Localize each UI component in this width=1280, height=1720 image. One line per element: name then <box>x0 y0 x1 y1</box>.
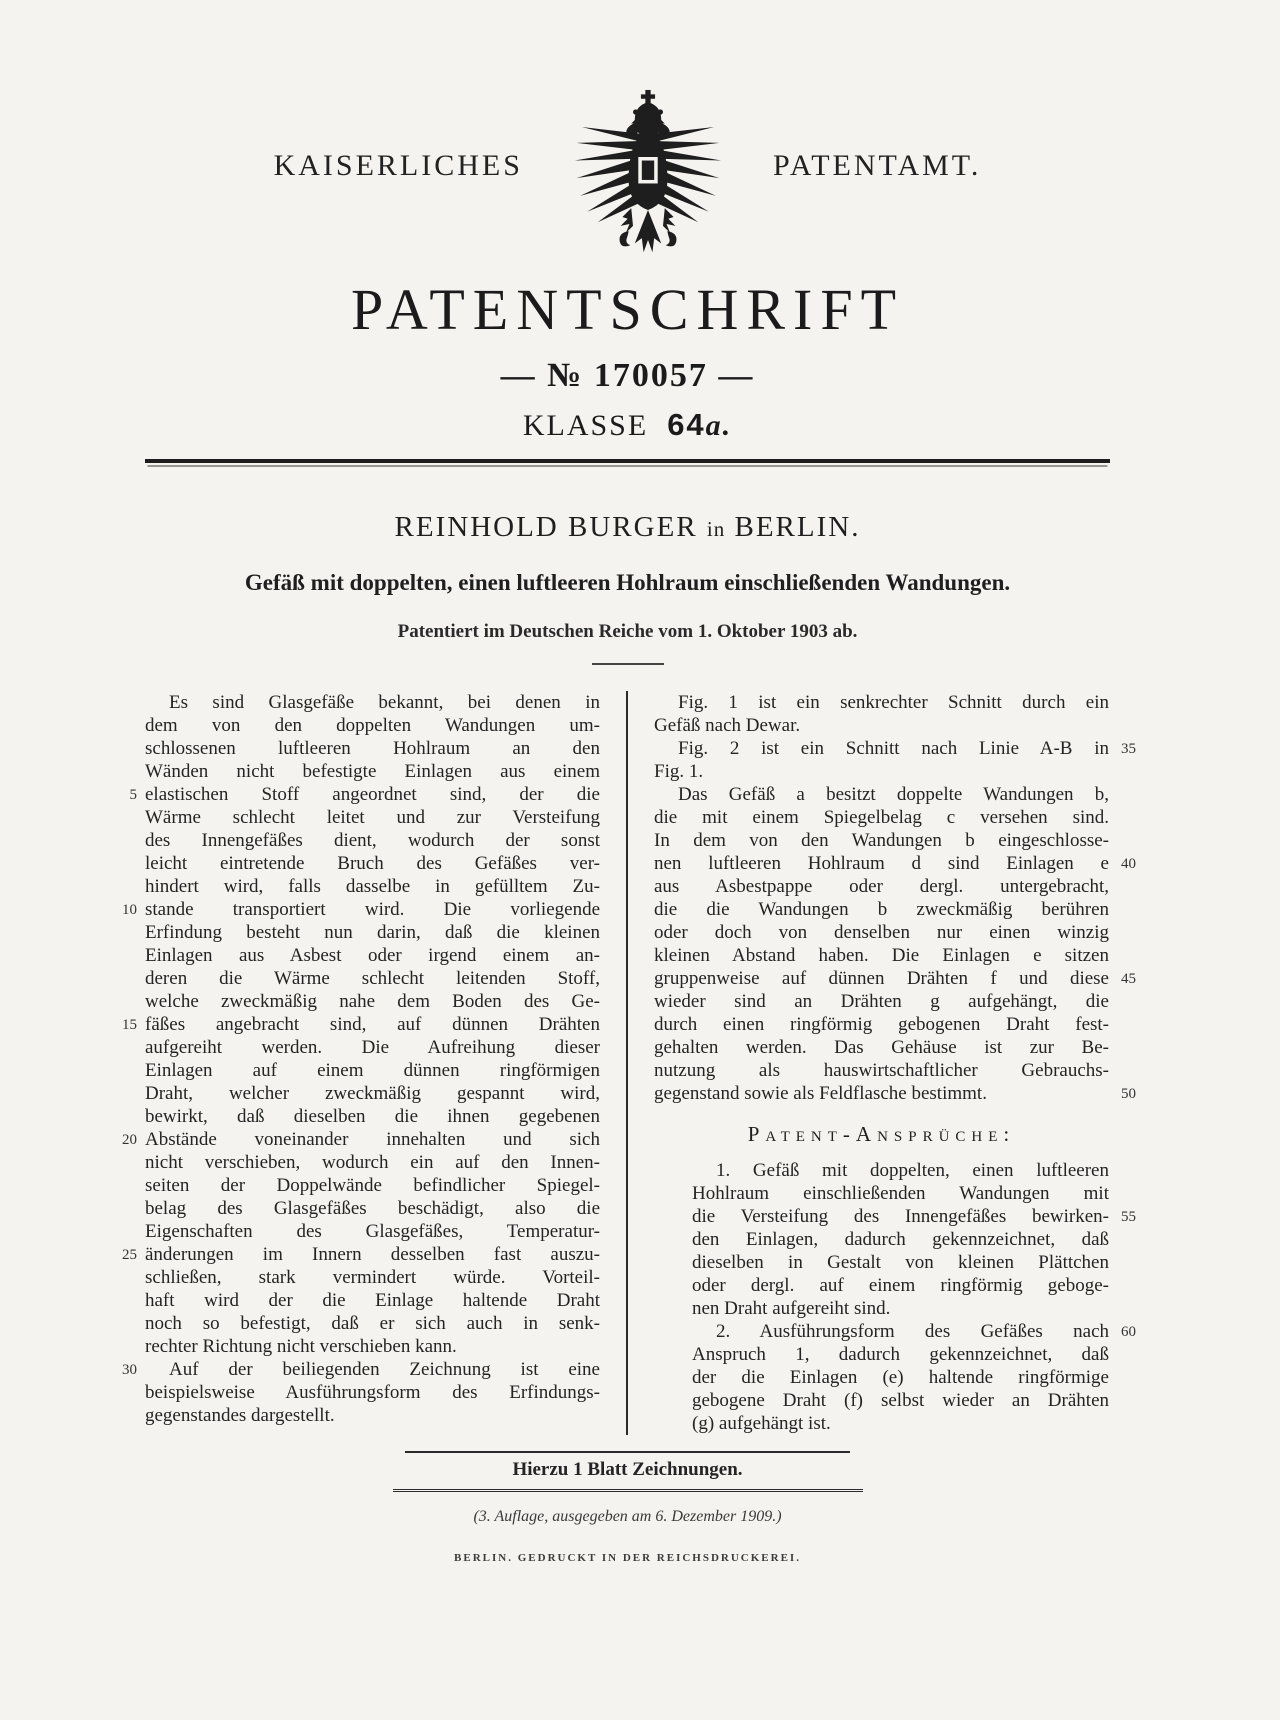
text-line: oder dergl. auf einem ringförmig geboge- <box>692 1275 1109 1296</box>
claims-heading: Patent-Ansprüche: <box>747 1122 1016 1146</box>
line-number: 5 <box>129 787 137 803</box>
text-line: Wänden nicht befestigte Einlagen aus einem <box>145 761 600 782</box>
text-line: 2. Ausführungsform des Gefäßes nach 60 <box>654 1320 1109 1343</box>
text-line: hindert wird, falls dasselbe in gefülltem Zu- <box>145 876 600 897</box>
text-line: den Einlagen, dadurch gekennzeichnet, daß <box>692 1229 1109 1250</box>
edition-note: (3. Auflage, ausgegeben am 6. Dezember 1909.) <box>473 1508 782 1525</box>
invention-title: Gefäß mit doppelten, einen luftleeren Hohlraum einschließenden Wandungen. <box>244 570 1011 595</box>
text-line: nen luftleeren Hohlraum d sind Einlagen e 40 <box>654 852 1109 875</box>
text-line: Draht, welcher zweckmäßig gespannt wird, <box>145 1083 600 1104</box>
document-type-title: PATENTSCHRIFT <box>350 277 905 342</box>
text-line: beispielsweise Ausführungsform des Erfindungs- <box>145 1382 600 1403</box>
text-line: Fig. 1 ist ein senkrechter Schnitt durch ein <box>678 692 1109 713</box>
text-line: fäßes angebracht sind, auf dünnen Drähten 15 <box>145 1013 600 1036</box>
text-line: kleinen Abstand haben. Die Einlagen e sitzen <box>654 945 1109 966</box>
footer <box>145 1451 1110 1564</box>
text-line: die die Wandungen b zweckmäßig berühren <box>654 899 1109 920</box>
text-line: nicht verschieben, wodurch ein auf den Innen- <box>145 1152 600 1173</box>
drawings-note: Hierzu 1 Blatt Zeichnungen. <box>512 1459 743 1480</box>
line-number: 35 <box>1121 741 1136 757</box>
document-content <box>122 0 1136 1564</box>
text-line: gegenstandes dargestellt. <box>145 1405 335 1426</box>
text-line: änderungen im Innern desselben fast auszu- 25 <box>145 1243 600 1266</box>
text-line: Fig. 2 ist ein Schnitt nach Linie A-B in 35 <box>654 737 1109 760</box>
text-line: Einlagen aus Asbest oder irgend einem an- <box>145 945 600 966</box>
text-line: haft wird der die Einlage haltende Draht <box>145 1290 600 1311</box>
text-line: deren die Wärme schlecht leitenden Stoff, <box>145 968 600 989</box>
imperial-eagle-icon <box>573 86 723 258</box>
text-line: nutzung als hauswirtschaftlicher Gebrauchs- <box>654 1060 1109 1081</box>
body-columns <box>122 691 1136 1435</box>
right-column <box>654 691 1136 1435</box>
text-line: Wärme schlecht leitet und zur Versteifung <box>145 807 600 828</box>
text-line: wieder sind an Drähten g aufgehängt, die <box>654 991 1109 1012</box>
text-line: Einlagen auf einem dünnen ringförmigen <box>145 1060 600 1081</box>
text-line: noch so befestigt, daß er sich auch in senk- <box>145 1313 600 1334</box>
footer-rule-bottom <box>393 1489 863 1492</box>
patent-class <box>145 407 1110 443</box>
text-line: Gefäß nach Dewar. <box>654 715 801 736</box>
left-column <box>122 691 600 1435</box>
text-line: Auf der beiliegenden Zeichnung ist eine 30 <box>145 1358 600 1381</box>
text-line: dieselben in Gestalt von kleinen Plättchen <box>692 1252 1109 1273</box>
text-line: Hohlraum einschließenden Wandungen mit <box>692 1183 1109 1204</box>
text-line: der die Einlagen (e) haltende ringförmige <box>692 1367 1109 1388</box>
text-line: schlossenen luftleeren Hohlraum an den <box>145 738 600 759</box>
text-line: gehalten werden. Das Gehäuse ist zur Be- <box>654 1037 1109 1058</box>
text-line: nen Draht aufgereiht sind. <box>692 1298 891 1319</box>
inventor-name: REINHOLD BURGER <box>394 511 698 543</box>
text-line: aufgereiht werden. Die Aufreihung dieser <box>145 1037 600 1058</box>
line-number: 10 <box>122 902 137 918</box>
text-line: leicht eintretende Bruch des Gefäßes ver- <box>145 853 600 874</box>
text-line: seiten der Doppelwände befindlicher Spiegel- <box>145 1175 600 1196</box>
text-line: gebogene Draht (f) selbst wieder an Drähten <box>692 1390 1109 1411</box>
text-line: Erfindung besteht nun darin, daß die kleinen <box>145 922 600 943</box>
line-number: 45 <box>1121 971 1136 987</box>
line-number: 25 <box>122 1247 137 1263</box>
text-line: die mit einem Spiegelbelag c versehen sind. <box>654 807 1109 828</box>
footer-rule-top <box>405 1451 850 1453</box>
inventor-line <box>145 511 1110 544</box>
text-line: die Versteifung des Innengefäßes bewirken- 55 <box>654 1205 1109 1228</box>
office-name-left: KAISERLICHES <box>273 149 523 182</box>
text-line: oder doch von denselben nur einen winzig <box>654 922 1109 943</box>
text-line: (g) aufgehängt ist. <box>692 1413 831 1434</box>
line-number: 15 <box>122 1017 137 1033</box>
line-number: 40 <box>1121 856 1136 872</box>
text-line: Es sind Glasgefäße bekannt, bei denen in <box>169 692 600 713</box>
text-line: bewirkt, daß dieselben die ihnen gegebenen <box>145 1106 600 1127</box>
line-number: 20 <box>122 1132 137 1148</box>
text-line: Eigenschaften des Glasgefäßes, Temperatur- <box>145 1221 600 1242</box>
text-line: aus Asbestpappe oder dergl. untergebracht, <box>654 876 1109 897</box>
text-line: elastischen Stoff angeordnet sind, der die 5 <box>145 783 600 806</box>
line-number: 30 <box>122 1362 137 1378</box>
line-number: 50 <box>1121 1086 1136 1102</box>
line-number: 55 <box>1121 1209 1136 1225</box>
text-line: Das Gefäß a besitzt doppelte Wandungen b, <box>678 784 1109 805</box>
class-letter: a. <box>705 409 733 442</box>
text-line: 1. Gefäß mit doppelten, einen luftleeren <box>716 1160 1109 1181</box>
patent-number: — № 170057 — <box>500 357 755 394</box>
text-line: welche zweckmäßig nahe dem Boden des Ge- <box>145 991 600 1012</box>
text-line: des Innengefäßes dient, wodurch der sonst <box>145 830 600 851</box>
line-number: 60 <box>1121 1324 1136 1340</box>
text-line: Anspruch 1, dadurch gekennzeichnet, daß <box>692 1344 1109 1365</box>
text-line: Abstände voneinander innehalten und sich 20 <box>145 1128 600 1151</box>
text-line: stande transportiert wird. Die vorliegende 10 <box>145 898 600 921</box>
text-line: Fig. 1. <box>654 761 704 782</box>
text-line: gruppenweise auf dünnen Drähten f und diese 45 <box>654 967 1109 990</box>
horizontal-rule <box>145 459 1110 465</box>
printer-imprint: BERLIN. GEDRUCKT IN DER REICHSDRUCKEREI. <box>454 1552 801 1564</box>
masthead <box>145 86 1110 258</box>
inventor-connector: in <box>706 517 726 541</box>
text-line: schließen, stark vermindert würde. Vorteil- <box>145 1267 600 1288</box>
class-number: 64 <box>667 407 706 442</box>
text-line: rechter Richtung nicht verschieben kann. <box>145 1336 457 1357</box>
text-line: dem von den doppelten Wandungen um- <box>145 715 600 736</box>
patented-date-line: Patentiert im Deutschen Reiche vom 1. Oktober 1903 ab. <box>397 621 858 642</box>
office-name-right: PATENTAMT. <box>772 149 982 182</box>
text-line: durch einen ringförmig gebogenen Draht fest- <box>654 1014 1109 1035</box>
class-label: KLASSE <box>522 409 649 442</box>
text-line: In dem von den Wandungen b eingeschlosse- <box>654 830 1109 851</box>
column-divider <box>626 691 628 1435</box>
text-line: gegenstand sowie als Feldflasche bestimmt. 50 <box>654 1082 1109 1105</box>
inventor-city: BERLIN. <box>734 511 861 543</box>
text-line: belag des Glasgefäßes beschädigt, also die <box>145 1198 600 1219</box>
separator-rule <box>592 663 664 665</box>
